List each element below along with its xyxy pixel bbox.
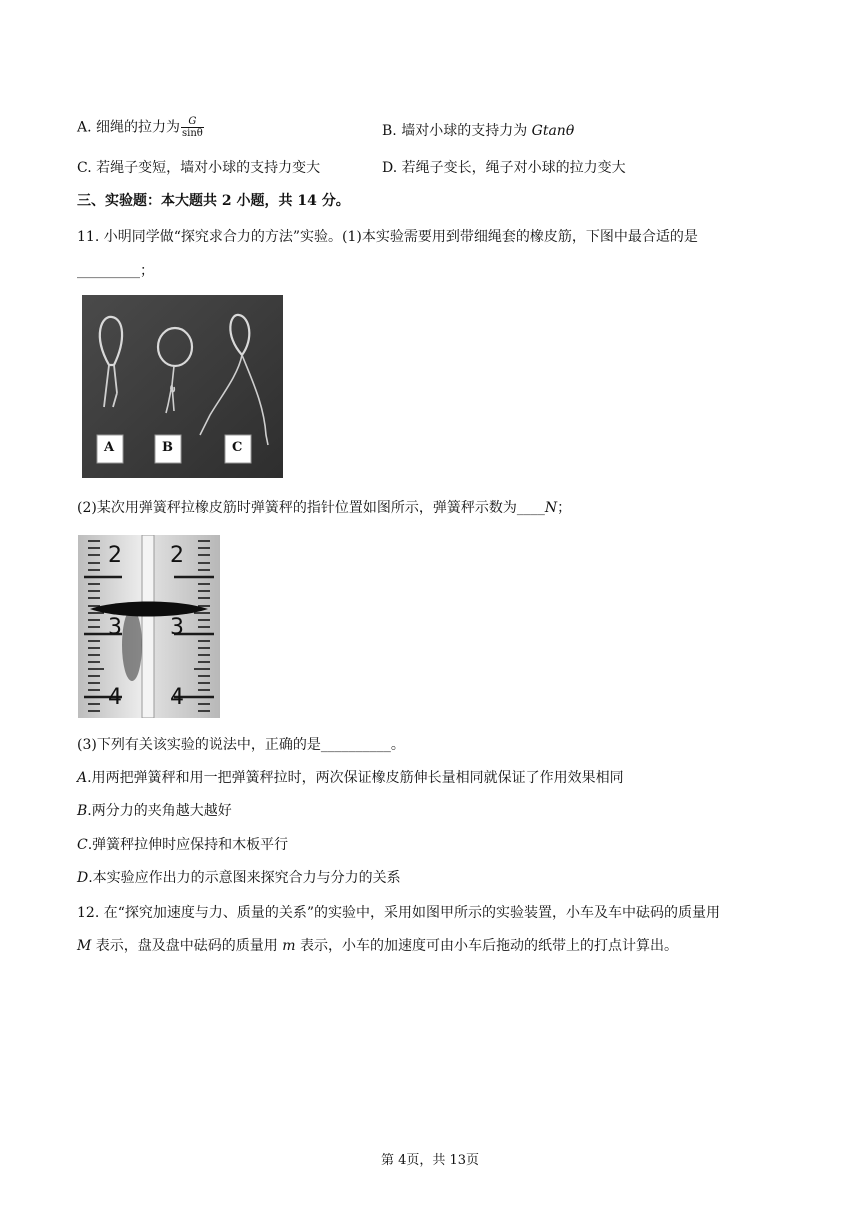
option-a-text: A. 细绳的拉力为 [77,119,181,136]
q11-blank1: _________； [77,263,154,279]
q11-option-c-text: .弹簧秤拉伸时应保持和木板平行 [87,837,289,853]
q11-option-d-letter: D [77,870,89,886]
option-a-fraction [181,116,204,139]
q11-part2-text: (2)某次用弹簧秤拉橡皮筋时弹簧秤的指针位置如图所示，弹簧秤示数为____ [77,500,545,516]
q12-line2-a: 表示，盘及盘中砝码的质量用 [91,938,283,954]
q11-option-a-text: .用两把弹簧秤和用一把弹簧秤拉时，两次保证橡皮筋伸长量相同就保证了作用效果相同 [87,770,624,786]
q11-part2 [77,497,571,517]
option-b-math: Gtanθ [531,123,575,139]
q11-option-a-letter: A [77,770,88,786]
q11-option-c-letter: C [77,837,88,853]
q12-line1: 12. 在“探究加速度与力、质量的关系”的实验中，采用如图甲所示的实验装置，小车及车中砝码的质量用 [77,905,721,921]
q11-option-c [77,834,288,854]
option-d: D. 若绳子变长，绳子对小球的拉力变大 [382,160,626,176]
q12-line2 [77,935,678,955]
scale-number-left-3: 3 [108,615,122,640]
section-heading: 三、实验题：本大题共 2 小题，共 14 分。 [77,193,350,209]
q12-line2-b: 表示，小车的加速度可由小车后拖动的纸带上的打点计算出。 [295,938,678,954]
photo-label-a: A [104,440,115,455]
scale-number-right-2: 2 [170,543,184,568]
page-footer: 第 4页，共 13页 [380,1153,480,1168]
photo-label-b: B [162,440,173,455]
q11-part2-unit: N [544,500,558,516]
scale-number-left-2: 2 [108,543,122,568]
option-b-text: B. 墙对小球的支持力为 [382,123,532,139]
q11-line1: 11. 小明同学做“探究求合力的方法”实验。(1)本实验需要用到带细绳套的橡皮筋，下图中最合适的是 [77,229,698,245]
option-c: C. 若绳子变短，墙对小球的支持力变大 [77,160,321,176]
scale-number-right-4: 4 [170,685,184,710]
fraction-numerator: G [181,116,204,128]
option-b [382,120,574,140]
rubber-band-photo [82,295,283,478]
q11-option-b-text: .两分力的夹角越大越好 [87,803,232,819]
photo-label-c: C [232,440,243,455]
q11-option-a [77,767,624,787]
q12-mass-M: M [77,938,92,954]
q12-mass-m: m [282,938,296,954]
scale-number-right-3: 3 [170,615,184,640]
scale-number-left-4: 4 [108,685,122,710]
q11-part2-suffix: ； [557,500,572,516]
option-a [77,116,204,139]
spring-scale-photo [78,535,220,718]
fraction-denominator: sinθ [182,128,203,139]
q11-part3: (3)下列有关该实验的说法中，正确的是__________。 [77,737,405,753]
q11-option-d-text: .本实验应作出力的示意图来探究合力与分力的关系 [88,870,401,886]
q11-option-b [77,800,232,820]
q11-option-b-letter: B [77,803,88,819]
q11-option-d [77,867,401,887]
